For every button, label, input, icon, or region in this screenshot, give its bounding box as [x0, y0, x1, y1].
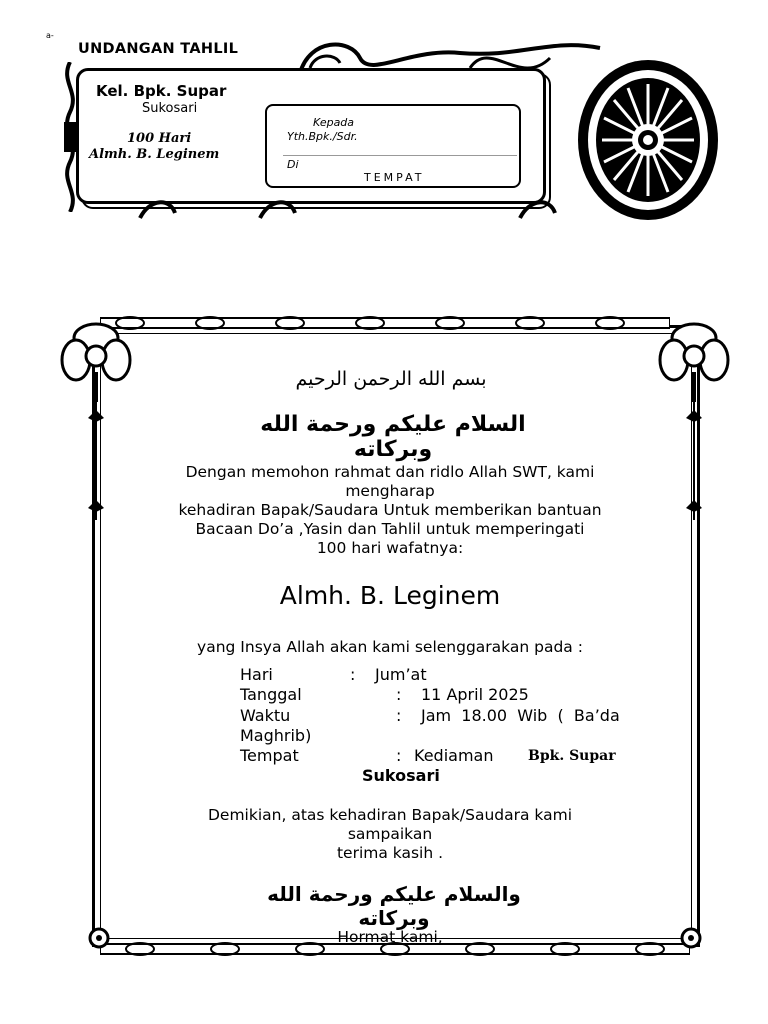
salam-opening-calligraphy: السلام عليكم ورحمة الله وبركاته	[260, 412, 526, 462]
curl-ornament-bottom	[130, 198, 590, 224]
tanggal-label: Tanggal	[240, 685, 302, 704]
tanggal-value: 11 April 2025	[421, 685, 529, 704]
address-di: Di	[287, 158, 299, 171]
waktu-separator: :	[396, 706, 402, 725]
intro-line: 100 hari wafatnya:	[316, 539, 464, 557]
flower-corner-bottom-left	[86, 922, 112, 962]
intro-line: Dengan memohon rahmat dan ridlo Allah SWT, kami	[185, 463, 595, 481]
regards-text: Hormat kami,	[337, 928, 443, 946]
hari-label: Hari	[240, 665, 273, 684]
intro-paragraph	[110, 463, 670, 558]
deceased-name: Almh. B. Leginem	[279, 581, 501, 610]
tanggal-separator: :	[396, 685, 402, 704]
tempat-host: Bpk. Supar	[528, 748, 616, 764]
address-honorific: Yth.Bpk./Sdr.	[287, 130, 358, 143]
closing-line: Demikian, atas kehadiran Bapak/Saudara kami	[207, 806, 573, 824]
tempat-separator: :	[396, 746, 402, 765]
intro-line: Bacaan Do’a ,Yasin dan Tahlil untuk memperingati	[195, 520, 585, 538]
schedule-intro: yang Insya Allah akan kami selenggarakan pada :	[197, 638, 583, 656]
intro-line: kehadiran Bapak/Saudara Untuk memberikan bantuan	[178, 501, 602, 519]
address-tempat: TEMPAT	[364, 171, 425, 184]
side-vine-left	[86, 400, 106, 520]
flower-corner-top-left	[54, 312, 138, 402]
sender-name: Kel. Bpk. Supar	[96, 82, 227, 100]
hari-separator: :	[350, 665, 356, 684]
side-vine-right	[684, 400, 704, 520]
salam-closing-calligraphy: والسلام عليكم ورحمة الله وبركاته	[267, 882, 521, 930]
tempat-label: Tempat	[240, 746, 299, 765]
waktu-label: Waktu	[240, 706, 291, 725]
flower-corner-bottom-right	[678, 922, 704, 962]
corner-mark: a-	[46, 31, 54, 40]
flower-corner-top-right	[652, 312, 736, 402]
memorial-line-2: Almh. B. Leginem	[89, 147, 220, 162]
intro-line: mengharap	[345, 482, 435, 500]
tempat-value: Kediaman	[414, 746, 494, 765]
tempat-place: Sukosari	[362, 766, 440, 785]
waktu-value: Jam 18.00 Wib ( Ba’da	[421, 706, 620, 725]
bismillah-calligraphy: بسم الله الرحمن الرحيم	[295, 368, 487, 390]
memorial-line-1: 100 Hari	[127, 131, 192, 146]
sun-medallion-ornament	[572, 52, 724, 224]
address-to: Kepada	[313, 116, 355, 129]
waktu-continuation: Maghrib)	[240, 726, 312, 745]
envelope-title: UNDANGAN TAHLIL	[78, 41, 239, 57]
closing-paragraph	[110, 806, 670, 863]
closing-line: terima kasih .	[336, 844, 444, 862]
closing-line: sampaikan	[347, 825, 433, 843]
address-divider	[283, 155, 517, 156]
frame-top-border-ornament	[100, 312, 670, 334]
sender-place: Sukosari	[142, 101, 198, 116]
hari-value: Jum’at	[375, 665, 427, 684]
